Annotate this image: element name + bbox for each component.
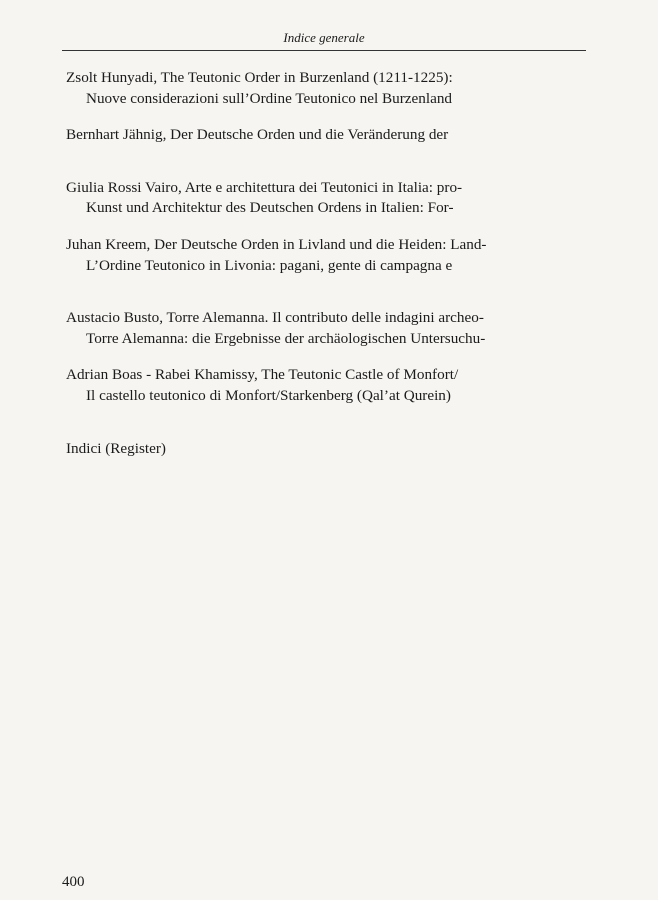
toc-line	[66, 178, 588, 199]
entry-title: Torre Alemanna: die Ergebnisse der archäologischen Untersuchu-	[86, 329, 486, 347]
entry-title: Kunst und Architektur des Deutschen Ordens in Italien: For-	[86, 199, 454, 217]
toc-line	[66, 386, 588, 407]
toc-line	[66, 89, 588, 110]
entry-title: L’Ordine Teutonico in Livonia: pagani, gente di campagna e	[86, 256, 453, 274]
toc-entry-group	[66, 439, 588, 460]
entry-title: Giulia Rossi Vairo, Arte e architettura dei Teutonici in Italia: pro-	[66, 178, 463, 196]
toc-entry-group	[66, 235, 588, 276]
toc-line	[66, 308, 588, 329]
toc-entry-group	[66, 125, 588, 146]
toc-line	[66, 439, 588, 460]
toc-line	[66, 125, 588, 146]
running-header: Indice generale	[62, 30, 586, 51]
entry-title: Indici (Register)	[66, 439, 166, 457]
toc-line	[66, 235, 588, 256]
toc-entry-group	[66, 308, 588, 349]
toc-entry-group	[66, 178, 588, 219]
toc-line	[66, 68, 588, 89]
table-of-contents	[66, 68, 588, 475]
page-number: 400	[62, 874, 85, 890]
entry-title: Austacio Busto, Torre Alemanna. Il contributo delle indagini archeo-	[66, 309, 484, 327]
toc-line	[66, 198, 588, 219]
entry-title: Zsolt Hunyadi, The Teutonic Order in Burzenland (1211-1225):	[66, 69, 453, 86]
toc-entry-group	[66, 365, 588, 406]
entry-title: Adrian Boas - Rabei Khamissy, The Teutonic Castle of Monfort/	[66, 366, 459, 384]
entry-title: Bernhart Jähnig, Der Deutsche Orden und die Veränderung der	[66, 126, 449, 144]
entry-title: Juhan Kreem, Der Deutsche Orden in Livland und die Heiden: Land-	[66, 235, 487, 253]
toc-line	[66, 256, 588, 277]
toc-line	[66, 365, 588, 386]
toc-line	[66, 329, 588, 350]
toc-entry-group	[66, 68, 588, 109]
entry-title: Nuove considerazioni sull’Ordine Teutonico nel Burzenland	[86, 89, 453, 107]
entry-title: Il castello teutonico di Monfort/Starkenberg (Qal’at Qurein)	[86, 386, 451, 404]
